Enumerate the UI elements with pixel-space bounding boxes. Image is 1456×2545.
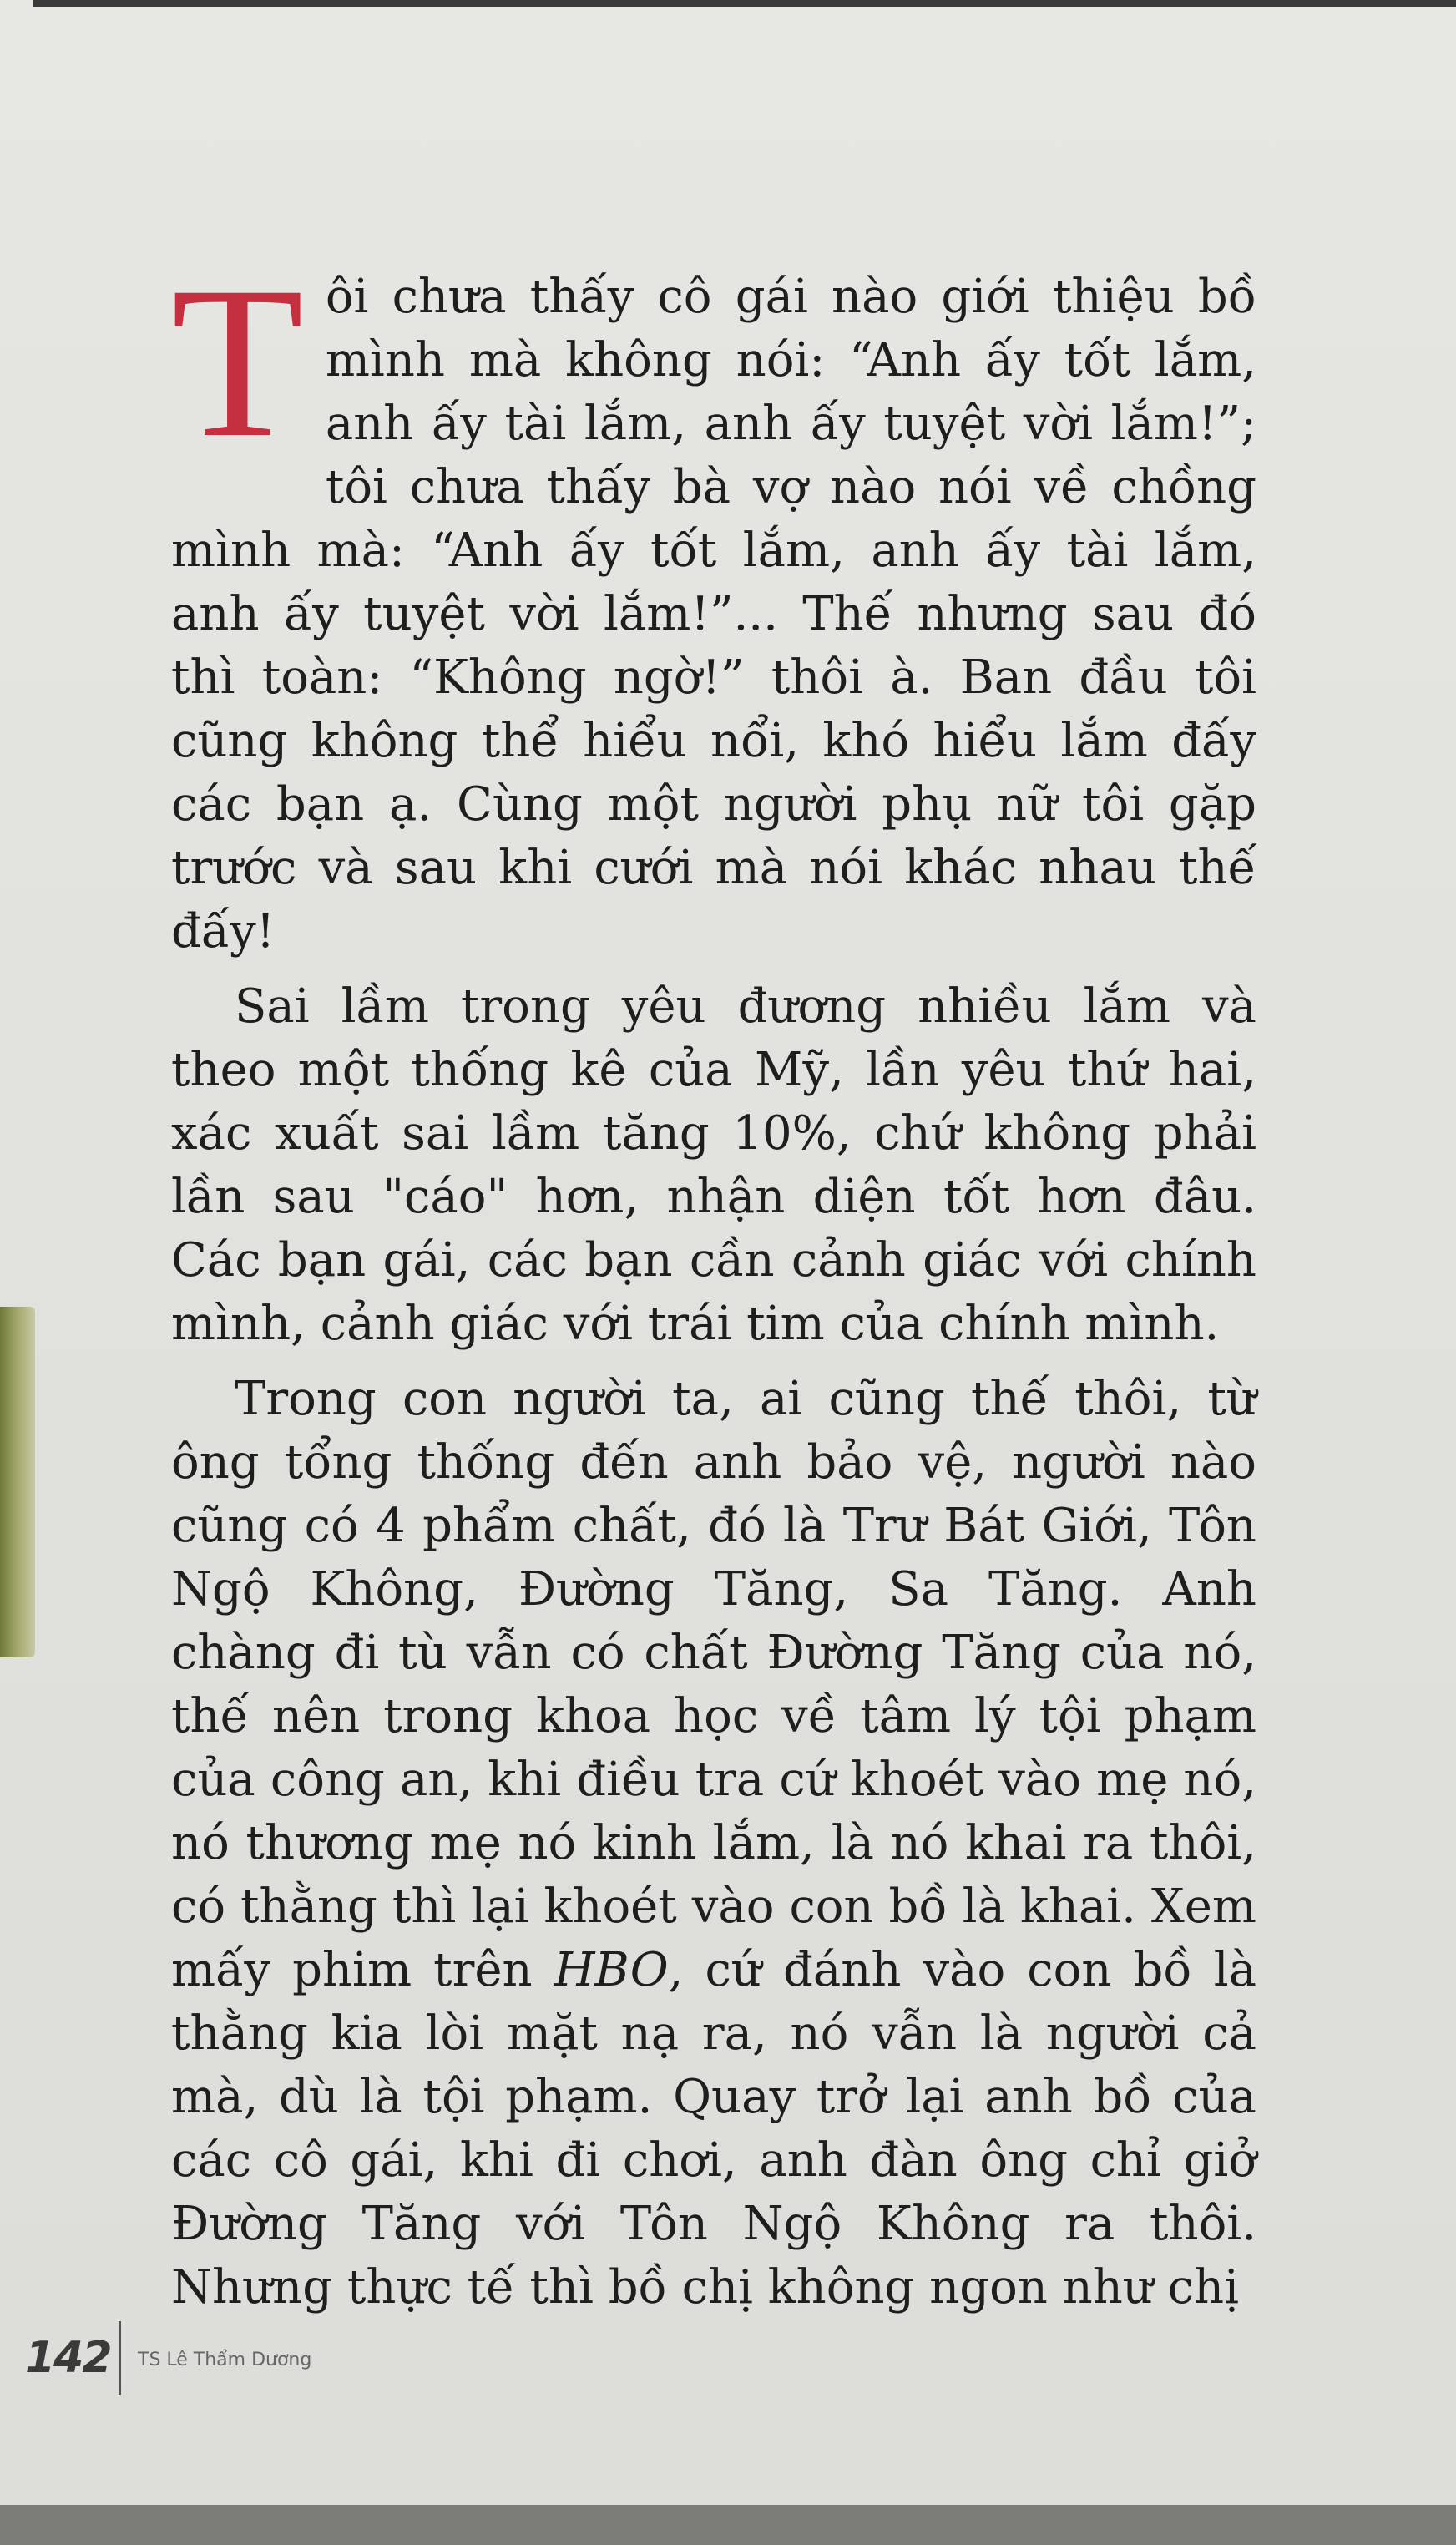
body-text: [171, 242, 1256, 2331]
paragraph-1: [171, 242, 1256, 964]
drop-cap: T: [171, 242, 304, 483]
bottom-edge: [0, 2505, 1456, 2545]
paragraph-2: Sai lầm trong yêu đương nhiều lắm và theo một thống kê của Mỹ, lần yêu thứ hai, xác xuất sai lầm tăng 10%, chứ không phải lần sau "cáo" hơn, nhận diện tốt hơn đâu. Các bạn gái, các bạn cần cảnh giác với chính mình, cảnh giác với trái tim của chính mình.: [171, 979, 1256, 1351]
page-number: 142: [25, 2333, 111, 2383]
paragraph-1-text: ôi chưa thấy cô gái nào giới thiệu bồ mình mà không nói: “Anh ấy tốt lắm, anh ấy tài lắm, anh ấy tuyệt vời lắm!”; tôi chưa thấy bà vợ nào nói về chồng mình mà: “Anh ấy tốt lắm, anh ấy tài lắm, anh ấy tuyệt vời lắm!”... Thế nhưng sau đó thì toàn: “Không ngờ!” thôi à. Ban đầu tôi cũng không thể hiểu nổi, khó hiểu lắm đấy các bạn ạ. Cùng một người phụ nữ tôi gặp trước và sau khi cưới mà nói khác nhau thế đấy!: [171, 270, 1256, 959]
running-head: TS Lê Thẩm Dương: [138, 2350, 312, 2370]
footer-divider: [119, 2321, 121, 2395]
page-side-tab: [0, 1307, 35, 1657]
top-edge-shadow: [33, 0, 1456, 7]
paragraph-3-text-start: Trong con người ta, ai cũng thế thôi, từ ông tổng thống đến anh bảo vệ, người nào cũng có 4 phẩm chất, đó là Trư Bát Giới, Tôn Ngộ Không, Đường Tăng, Sa Tăng. Anh chàng đi tù vẫn có chất Đường Tăng của nó, thế nên trong khoa học về tâm lý tội phạm của công an, khi điều tra cứ khoét vào mẹ nó, nó thương mẹ nó kinh lắm, là nó khai ra thôi, có thằng thì lại khoét vào con bồ là khai. Xem mấy phim trên: [171, 1372, 1256, 1997]
italic-term: HBO: [554, 1943, 669, 1997]
paragraph-3: [171, 1368, 1256, 2320]
page-footer: [17, 2315, 601, 2398]
paragraph-3-text-end: , cứ đánh vào con bồ là thằng kia lòi mặt nạ ra, nó vẫn là người cả mà, dù là tội phạm. Quay trở lại anh bồ của các cô gái, khi đi chơi, anh đàn ông chỉ giở Đường Tăng với Tôn Ngộ Không ra thôi. Nhưng thực tế thì bồ chị không ngon như chị: [171, 1943, 1256, 2315]
